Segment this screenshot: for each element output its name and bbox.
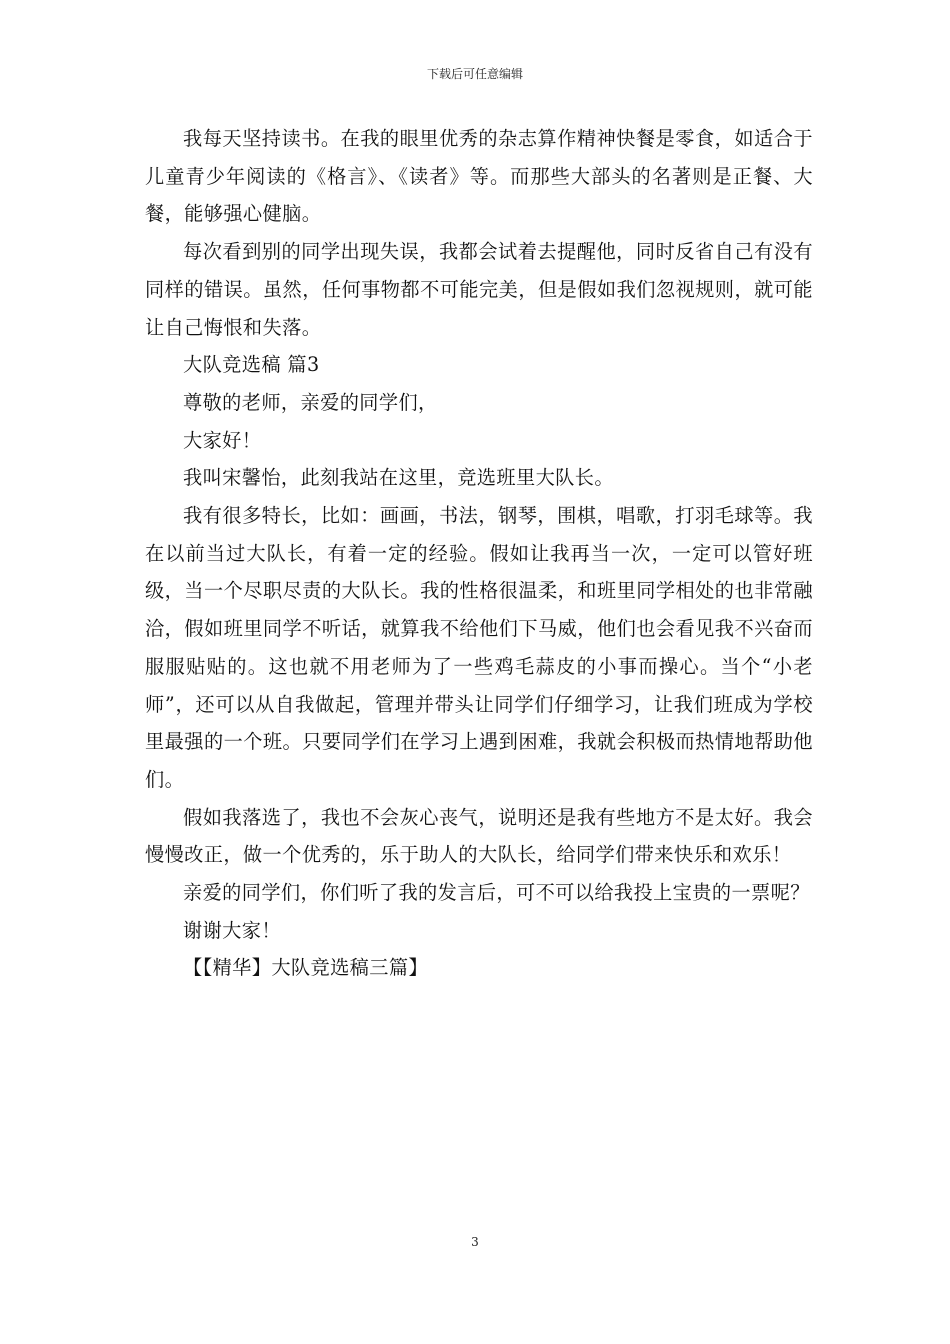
paragraph-if-not-elected: 假如我落选了，我也不会灰心丧气，说明还是我有些地方不是太好。我会慢慢改正，做一个优秀的，乐于助人的大队长，给同学们带来快乐和欢乐！ xyxy=(145,805,813,867)
paragraph-mistakes: 每次看到别的同学出现失误，我都会试着去提醒他，同时反省自己有没有同样的错误。虽然，任何事物都不可能完美，但是假如我们忽视规则，就可能让自己悔恨和失落。 xyxy=(145,240,813,339)
greeting-hello: 大家好！ xyxy=(183,428,262,452)
page-header: 下载后可任意编辑 xyxy=(426,67,523,81)
paragraph-strengths: 我有很多特长，比如：画画，书法，钢琴，围棋，唱歌，打羽毛球等。我在以前当过大队长，有着一定的经验。假如让我再当一次，一定可以管好班级，当一个尽职尽责的大队长。我的性格很温柔，和班里同学相处的也非常融洽，假如班里同学不听话，就算我不给他们下马威，他们也会看见我不兴奋而服服贴贴的。这也就不用老师为了一些鸡毛蒜皮的小事而操心。当个“小老师”，还可以从自我做起，管理并带头让同学们仔细学习，让我们班成为学校里最强的一个班。只要同学们在学习上遇到困难，我就会积极而热情地帮助他们。 xyxy=(145,504,813,791)
section-heading: 大队竞选稿 篇3 xyxy=(183,353,320,377)
greeting-salutation: 尊敬的老师，亲爱的同学们， xyxy=(183,390,438,414)
document-title-tag: 【【精华】大队竞选稿三篇】 xyxy=(183,956,429,980)
paragraph-introduction: 我叫宋馨怡，此刻我站在这里，竞选班里大队长。 xyxy=(183,466,614,490)
paragraph-reading-habit: 我每天坚持读书。在我的眼里优秀的杂志算作精神快餐是零食，如适合于儿童青少年阅读的《格言》、《读者》等。而那些大部头的名著则是正餐、大餐，能够强心健脑。 xyxy=(145,127,813,226)
paragraph-vote-request: 亲爱的同学们，你们听了我的发言后，可不可以给我投上宝贵的一票呢？ xyxy=(183,881,810,905)
document-body xyxy=(145,120,813,987)
page-number: 3 xyxy=(471,1235,479,1249)
paragraph-thanks: 谢谢大家！ xyxy=(183,918,281,942)
